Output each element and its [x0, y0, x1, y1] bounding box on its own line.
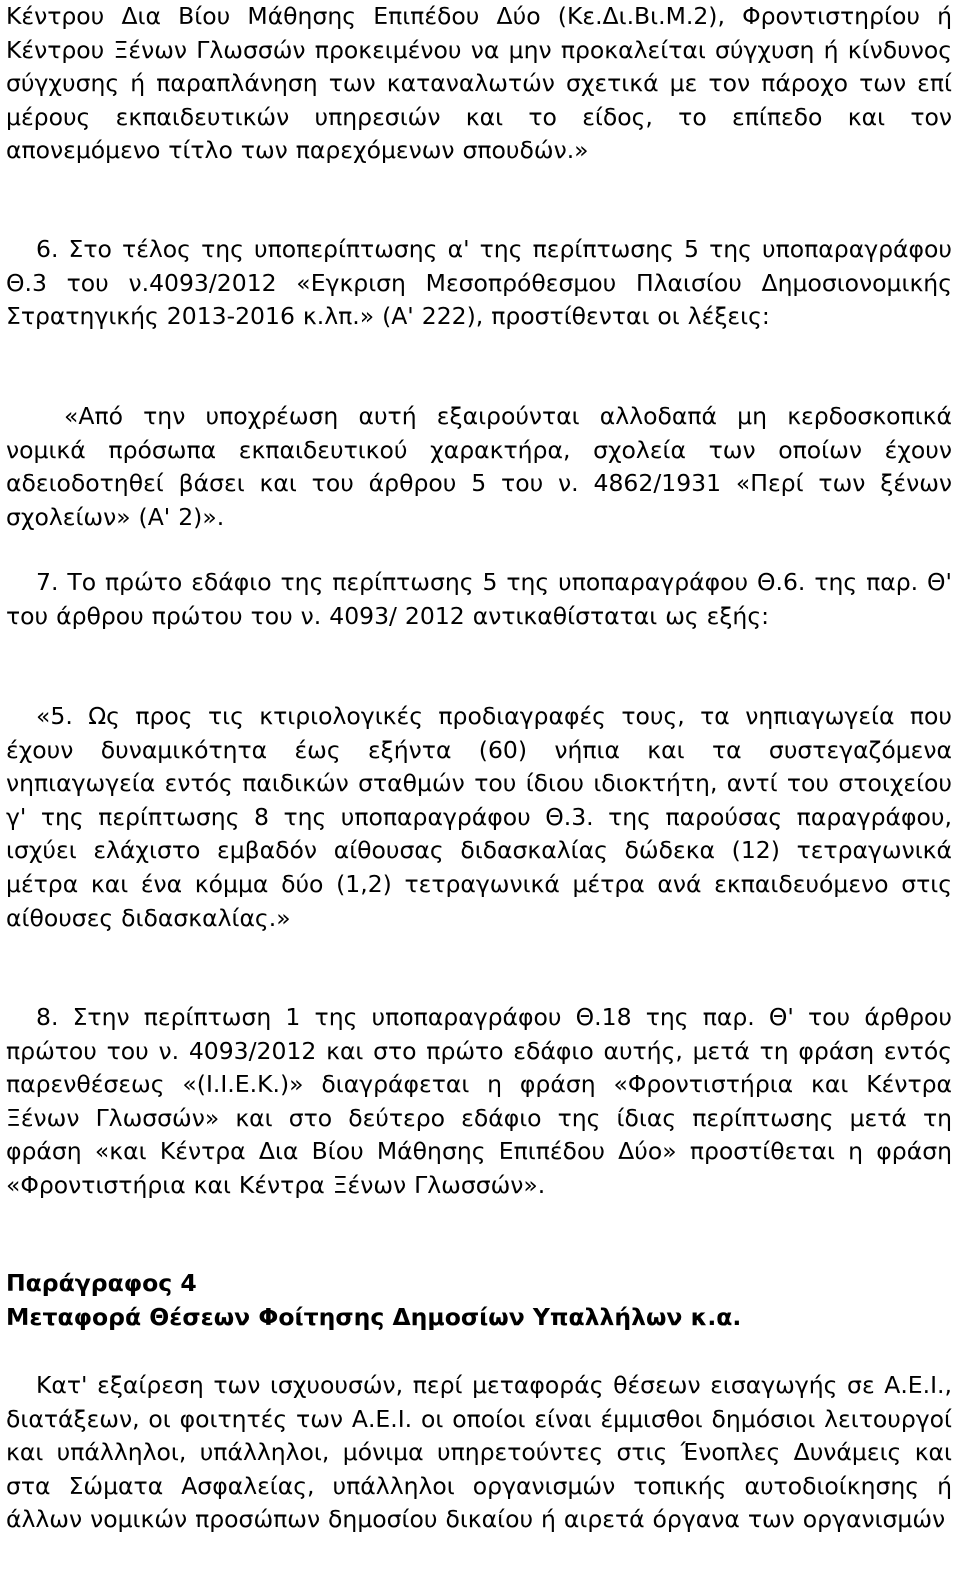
paragraph-item-6: 6. Στο τέλος της υποπερίπτωσης α' της περίπτωσης 5 της υποπαραγράφου Θ.3 του ν.4093/2012 «Εγκριση Μεσοπρόθεσμου Πλαισίου Δημοσιονομικής Στρατηγικής 2013-2016 κ.λπ.» (Α' 222), προστίθενται οι λέξεις:	[6, 235, 952, 331]
paragraph-quote-exemption: «Από την υποχρέωση αυτή εξαιρούνται αλλοδαπά μη κερδοσκοπικά νομικά πρόσωπα εκπαιδευτικού χαρακτήρα, σχολεία των οποίων έχουν αδειοδοτηθεί βάσει και του άρθρου 5 του ν. 4862/1931 «Περί των ξένων σχολείων» (Α' 2)».	[6, 402, 952, 531]
paragraph-item-8: 8. Στην περίπτωση 1 της υποπαραγράφου Θ.18 της παρ. Θ' του άρθρου πρώτου του ν. 4093/2012 και στο πρώτο εδάφιο αυτής, μετά τη φράση εντός παρενθέσεως «(Ι.Ι.Ε.Κ.)» διαγράφεται η φράση «Φροντιστήρια και Κέντρα Ξένων Γλωσσών» και στο δεύτερο εδάφιο της ίδιας περίπτωσης μετά τη φράση «και Κέντρα Δια Βίου Μάθησης Επιπέδου Δύο» προστίθεται η φράση «Φροντιστήρια και Κέντρα Ξένων Γλωσσών».	[6, 1003, 952, 1199]
paragraph-continuation: Κέντρου Δια Βίου Μάθησης Επιπέδου Δύο (Κε.Δι.Βι.Μ.2), Φροντιστηρίου ή Κέντρου Ξένων Γλωσσών προκειμένου να μην προκαλείται σύγχυση ή κίνδυνος σύγχυσης ή παραπλάνηση των καταναλωτών σχετικά με τον πάροχο των επί μέρους εκπαιδευτικών υπηρεσιών και το είδος, το επίπεδο και τον απονεμόμενο τίτλο των παρεχόμενων σπουδών.»	[6, 2, 952, 165]
paragraph-section-body: Κατ' εξαίρεση των ισχυουσών, περί μεταφοράς θέσεων εισαγωγής σε Α.Ε.Ι., διατάξεων, οι φοιτητές των Α.Ε.Ι. οι οποίοι είναι έμμισθοι δημόσιοι λειτουργοί και υπάλληλοι, υπάλληλοι, μόνιμα υπηρετούντες στις Ένοπλες Δυνάμεις και στα Σώματα Ασφαλείας, υπάλληλοι οργανισμών τοπικής αυτοδιοίκησης ή άλλων νομικών προσώπων δημοσίου δικαίου ή αιρετά όργανα των οργανισμών	[6, 1371, 952, 1534]
section-title: Μεταφορά Θέσεων Φοίτησης Δημοσίων Υπαλλήλων κ.α.	[6, 1303, 742, 1331]
paragraph-quote-item-5: «5. Ως προς τις κτιριολογικές προδιαγραφές τους, τα νηπιαγωγεία που έχουν δυναμικότητα έως εξήντα (60) νήπια και τα συστεγαζόμενα νηπιαγωγεία εντός παιδικών σταθμών του ίδιου ιδιοκτήτη, αντί του στοιχείου γ' της περίπτωσης 8 της υποπαραγράφου Θ.3. της παρούσας παραγράφου, ισχύει ελάχιστο εμβαδόν αίθουσας διδασκαλίας δώδεκα (12) τετραγωνικά μέτρα και ένα κόμμα δύο (1,2) τετραγωνικά μέτρα ανά εκπαιδευόμενο στις αίθουσες διδασκαλίας.»	[6, 702, 952, 932]
section-heading: Παράγραφος 4	[6, 1269, 197, 1297]
paragraph-item-7: 7. Το πρώτο εδάφιο της περίπτωσης 5 της υποπαραγράφου Θ.6. της παρ. Θ' του άρθρου πρώτου του ν. 4093/ 2012 αντικαθίσταται ως εξής:	[6, 568, 952, 630]
